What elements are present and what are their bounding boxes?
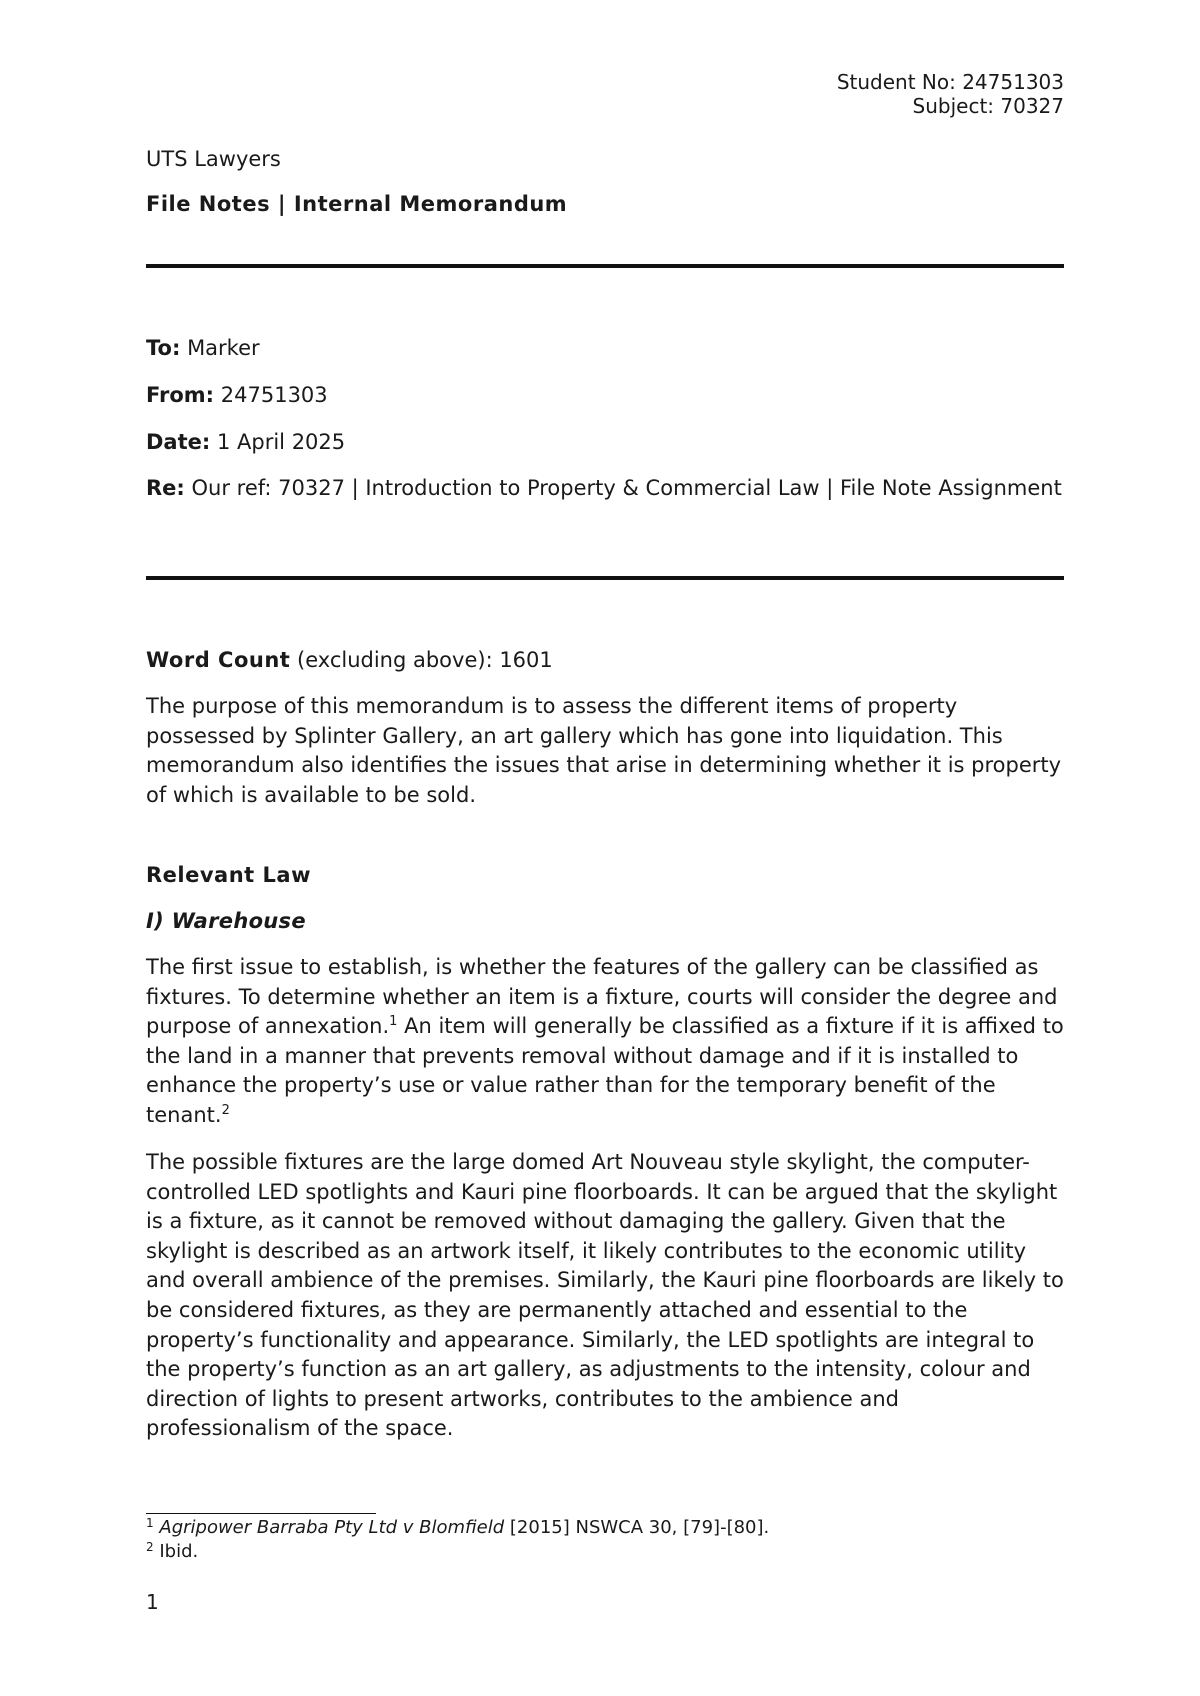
- paragraph1-part1: The first issue to establish, is whether the features of the gallery can be classified as fixtures. To determine whether an item is a fixture, courts will consider the degree and purpose of annexation.: [146, 955, 1058, 1039]
- footnote-separator: [146, 1513, 376, 1514]
- meta-re: [146, 474, 1064, 504]
- footnote-2-number: 2: [146, 1540, 154, 1554]
- meta-date-label: Date:: [146, 430, 211, 454]
- document-title: File Notes | Internal Memorandum: [146, 192, 568, 216]
- footnotes: [146, 1516, 1064, 1564]
- student-header: [837, 70, 1064, 118]
- footnote-2: [146, 1540, 1064, 1564]
- word-count-line: [146, 646, 1064, 676]
- footnote-1: [146, 1516, 1064, 1540]
- meta-to: [146, 334, 1064, 364]
- word-count-detail: (excluding above): 1601: [297, 648, 553, 672]
- footnote-ref-2[interactable]: 2: [221, 1102, 230, 1118]
- paragraph-possible-fixtures: The possible fixtures are the large domed Art Nouveau style skylight, the computer-controlled LED spotlights and Kauri pine floorboards. It can be argued that the skylight is a fixture, as it cannot be removed without damaging the gallery. Given that the skylight is described as an artwork itself, it likely contributes to the economic utility and overall ambience of the premises. Similarly, the Kauri pine floorboards are likely to be considered fixtures, as they are permanently attached and essential to the property’s functionality and appearance. Similarly, the LED spotlights are integral to the property’s function as an art gallery, as adjustments to the intensity, colour and direction of lights to present artworks, contributes to the ambience and professionalism of the space.: [146, 1150, 1064, 1441]
- footnote-1-case: Agripower Barraba Pty Ltd v Blomfield: [159, 1517, 505, 1538]
- meta-re-value: Our ref: 70327 | Introduction to Property & Commercial Law | File Note Assignment: [191, 476, 1062, 500]
- page-number: 1: [146, 1590, 159, 1614]
- bottom-divider: [146, 576, 1064, 580]
- meta-to-value: Marker: [187, 336, 260, 360]
- subject-code: Subject: 70327: [912, 94, 1064, 118]
- student-number: Student No: 24751303: [836, 70, 1064, 94]
- footnote-2-text: Ibid.: [153, 1541, 199, 1562]
- meta-from: [146, 381, 1064, 411]
- meta-date: [146, 428, 1064, 458]
- meta-date-value: 1 April 2025: [216, 430, 346, 454]
- firm-name: UTS Lawyers: [146, 147, 281, 171]
- meta-from-value: 24751303: [220, 383, 328, 407]
- subsection-heading: I) Warehouse: [146, 909, 306, 933]
- meta-from-label: From:: [146, 383, 215, 407]
- section-heading: Relevant Law: [146, 863, 311, 887]
- paragraph-fixtures-test: [146, 953, 1064, 1131]
- word-count-label: Word Count: [146, 648, 291, 672]
- purpose-paragraph: The purpose of this memorandum is to assess the different items of property possessed by Splinter Gallery, an art gallery which has gone into liquidation. This memorandum also identifies the issues that arise in determining whether it is property of which is available to be sold.: [146, 694, 1062, 807]
- footnote-ref-1[interactable]: 1: [389, 1014, 398, 1030]
- footnote-1-number: 1: [146, 1516, 154, 1530]
- meta-re-label: Re:: [146, 476, 185, 500]
- meta-to-label: To:: [146, 336, 181, 360]
- paragraph1-part2: An item will generally be classified as a fixture if it is affixed to the land in a manner that prevents removal without damage and if it is installed to enhance the property’s use or value rather than for the temporary benefit of the tenant.: [146, 1014, 1064, 1127]
- footnote-1-citation: [2015] NSWCA 30, [79]-[80].: [504, 1517, 770, 1538]
- top-divider: [146, 264, 1064, 268]
